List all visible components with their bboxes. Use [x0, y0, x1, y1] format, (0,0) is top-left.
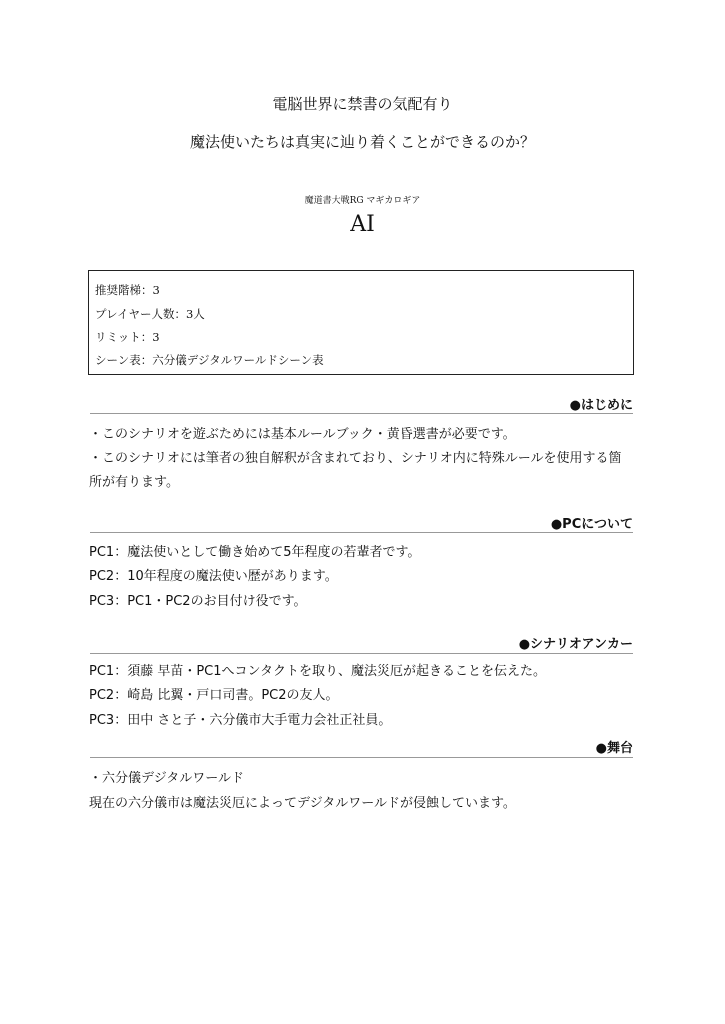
tagline-1: 電脳世界に禁書の気配有り [272, 95, 453, 113]
section-heading-pc: ●PCについて [550, 517, 633, 532]
stage-line: ・六分儀デジタルワールド [89, 771, 244, 786]
scenario-title: AI [350, 212, 375, 237]
pc-line: PC3：PC1・PC2のお目付け役です。 [89, 594, 307, 609]
divider [90, 653, 633, 654]
section-heading-stage: ●舞台 [595, 741, 633, 756]
anchor-line: PC3：田中 さと子・六分儀市大手電力会社正社員。 [89, 713, 392, 728]
game-system: 魔道書大戦RG マギカロギア [304, 196, 421, 206]
intro-line: ・このシナリオには筆者の独自解釈が含まれており、シナリオ内に特殊ルールを使用する箇 [89, 451, 622, 466]
section-heading-intro: ●はじめに [569, 398, 633, 413]
stage-line: 現在の六分儀市は魔法災厄によってデジタルワールドが侵蝕しています。 [89, 796, 516, 811]
limit: リミット：3 [95, 330, 160, 344]
divider [90, 413, 633, 414]
section-heading-anchor: ●シナリオアンカー [518, 637, 633, 652]
anchor-line: PC2：崎島 比翼・戸口司書。PC2の友人。 [89, 688, 339, 703]
recommended-rank: 推奨階梯：3 [95, 283, 160, 297]
scene-table: シーン表：六分儀デジタルワールドシーン表 [95, 353, 324, 367]
intro-line: 所が有ります。 [89, 475, 179, 490]
divider [90, 757, 633, 758]
info-box [88, 270, 634, 375]
player-count: プレイヤー人数：3人 [95, 307, 205, 321]
intro-line: ・このシナリオを遊ぶためには基本ルールブック・黄昏選書が必要です。 [89, 427, 516, 442]
anchor-line: PC1：須藤 早苗・PC1へコンタクトを取り、魔法災厄が起きることを伝えた。 [89, 664, 546, 679]
divider [90, 532, 633, 533]
pc-line: PC2：10年程度の魔法使い歴があります。 [89, 569, 338, 584]
pc-line: PC1：魔法使いとして働き始めて5年程度の若輩者です。 [89, 545, 421, 560]
tagline-2: 魔法使いたちは真実に辿り着くことができるのか？ [189, 133, 535, 151]
